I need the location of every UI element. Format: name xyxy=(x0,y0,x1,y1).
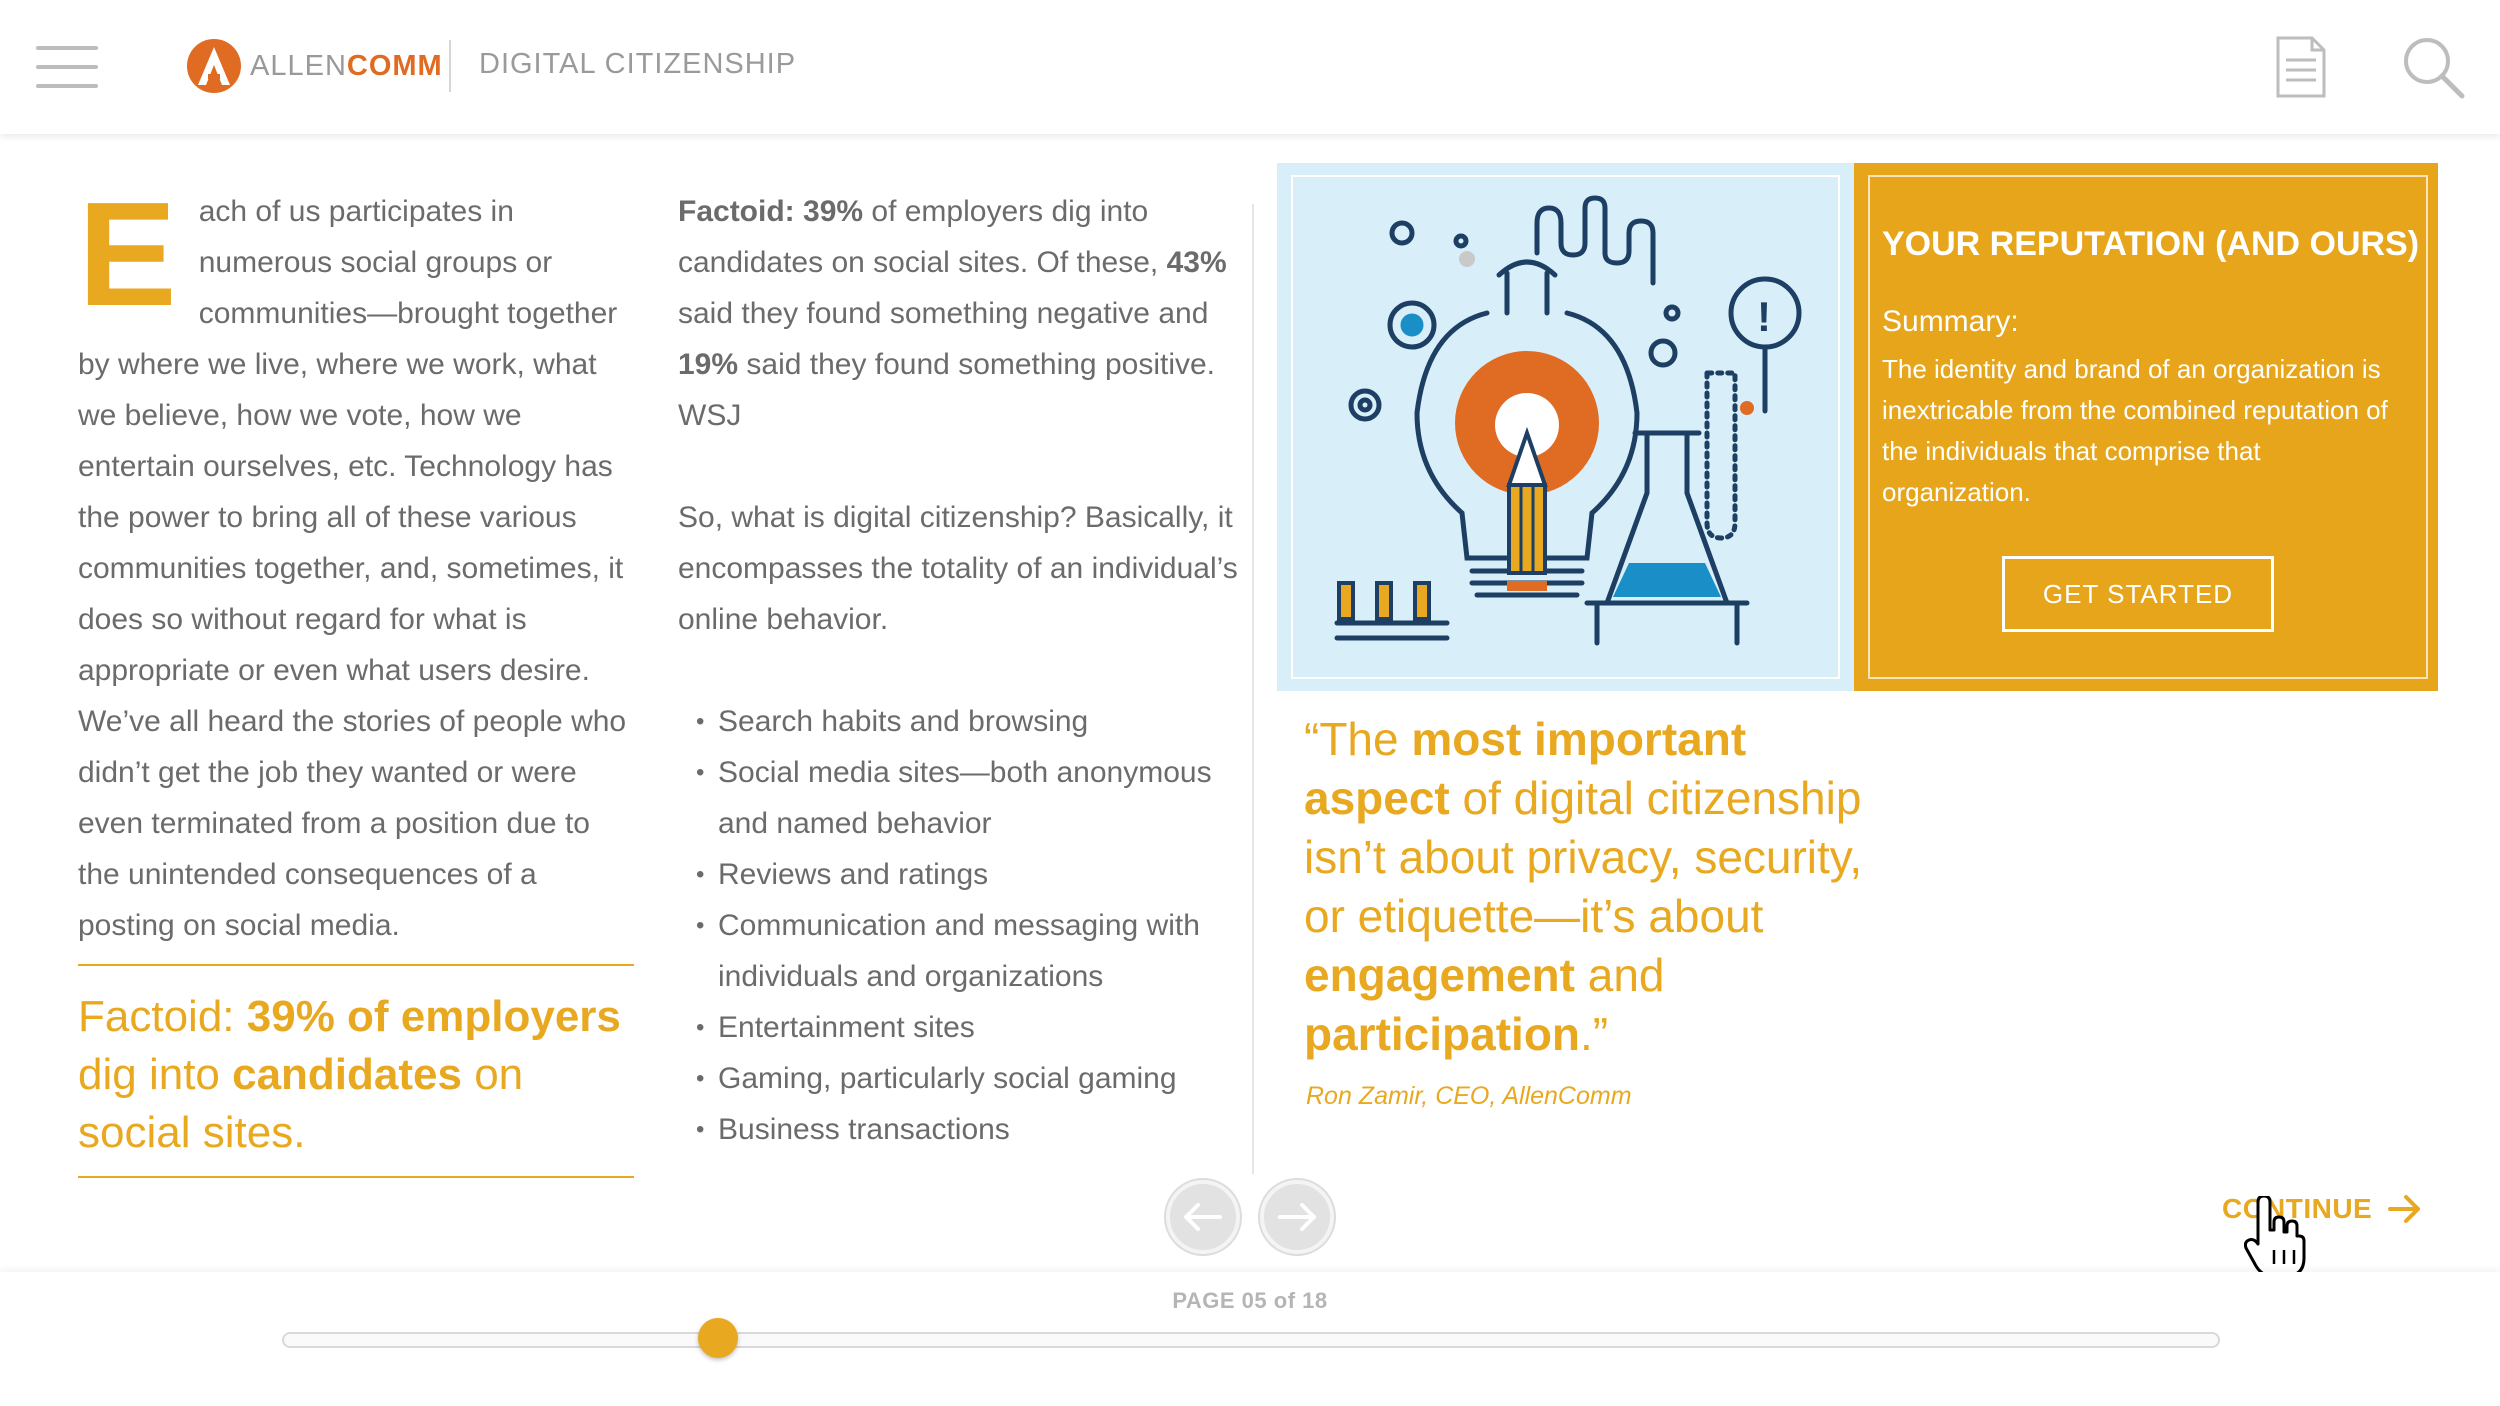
logo-text: ALLENCOMM xyxy=(250,49,443,82)
page-indicator: PAGE 05 of 18 xyxy=(1172,1288,1328,1313)
drop-cap: E xyxy=(78,172,177,337)
logo xyxy=(186,36,443,96)
arrow-left-icon xyxy=(1170,1184,1236,1250)
progress-slider-thumb[interactable] xyxy=(698,1318,738,1358)
arrow-right-icon xyxy=(2388,1194,2422,1224)
column-divider xyxy=(1252,204,1254,1174)
list-item: • Search habits and browsing xyxy=(698,696,1238,747)
progress-slider-track[interactable] xyxy=(282,1332,2220,1348)
card-title: YOUR REPUTATION (AND OURS) xyxy=(1882,225,2420,263)
menu-icon[interactable] xyxy=(36,44,98,90)
hand-cursor-icon xyxy=(2244,1196,2308,1280)
innovation-illustration xyxy=(1277,163,1854,691)
list-item: • Gaming, particularly social gaming xyxy=(698,1053,1238,1104)
previous-page-button[interactable] xyxy=(1166,1180,1240,1254)
factoid-pull-text: Factoid: 39% of employers dig into candidates on social sites. xyxy=(78,992,621,1157)
content-column xyxy=(678,186,1238,1155)
behavior-list xyxy=(678,696,1238,1155)
summary-card xyxy=(1854,163,2438,691)
header-divider xyxy=(449,40,451,92)
list-item: • Social media sites—both anonymous and named behavior xyxy=(698,747,1238,849)
lightbulb-lab-illustration xyxy=(1277,163,1854,691)
footer xyxy=(0,1272,2500,1406)
factoid-paragraph: Factoid: 39% of employers dig into candidates on social sites. Of these, 43% said they found something negative and 19% said they found something positive. WSJ xyxy=(678,195,1227,432)
intro-paragraph: ach of us participates in numerous social groups or communities—brought together by where we live, where we work, what we believe, how we vote, how we entertain ourselves, etc. Technology has the power to bring all of these various communities together, and, sometimes, it does so without regard for what is appropriate or even what users desire. We’ve all heard the stories of people who didn’t get the job they wanted or were even terminated from a position due to the unintended consequences of a posting on social media. xyxy=(78,195,627,942)
get-started-button[interactable]: GET STARTED xyxy=(2002,556,2274,632)
list-item: • Entertainment sites xyxy=(698,1002,1238,1053)
allencomm-logo-icon xyxy=(186,38,242,94)
summary-text: The identity and brand of an organization is inextricable from the combined reputation of the individuals that comprise that organization. xyxy=(1882,354,2388,507)
factoid-pull-quote xyxy=(78,964,634,1178)
quote-author: Ron Zamir, CEO, AllenComm xyxy=(1306,1082,1632,1110)
continue-label: CONTINUE xyxy=(2222,1193,2373,1224)
header xyxy=(0,0,2500,134)
document-icon[interactable] xyxy=(2268,34,2334,100)
search-icon[interactable] xyxy=(2400,34,2466,100)
arrow-right-icon xyxy=(1264,1184,1330,1250)
list-item: • Reviews and ratings xyxy=(698,849,1238,900)
next-page-button[interactable] xyxy=(1260,1180,1334,1254)
list-item: • Communication and messaging with individuals and organizations xyxy=(698,900,1238,1002)
list-item: • Business transactions xyxy=(698,1104,1238,1155)
pull-quote: “The most important aspect of digital citizenship isn’t about privacy, security, or etiquette—it’s about engagement and participation.” xyxy=(1304,713,1863,1060)
course-title: DIGITAL CITIZENSHIP xyxy=(479,48,797,80)
definition-paragraph: So, what is digital citizenship? Basically, it encompasses the totality of an individual’s online behavior. xyxy=(678,501,1238,636)
svg-text:!: ! xyxy=(1757,293,1771,340)
summary-label: Summary: xyxy=(1882,305,2019,338)
intro-column xyxy=(78,172,634,951)
